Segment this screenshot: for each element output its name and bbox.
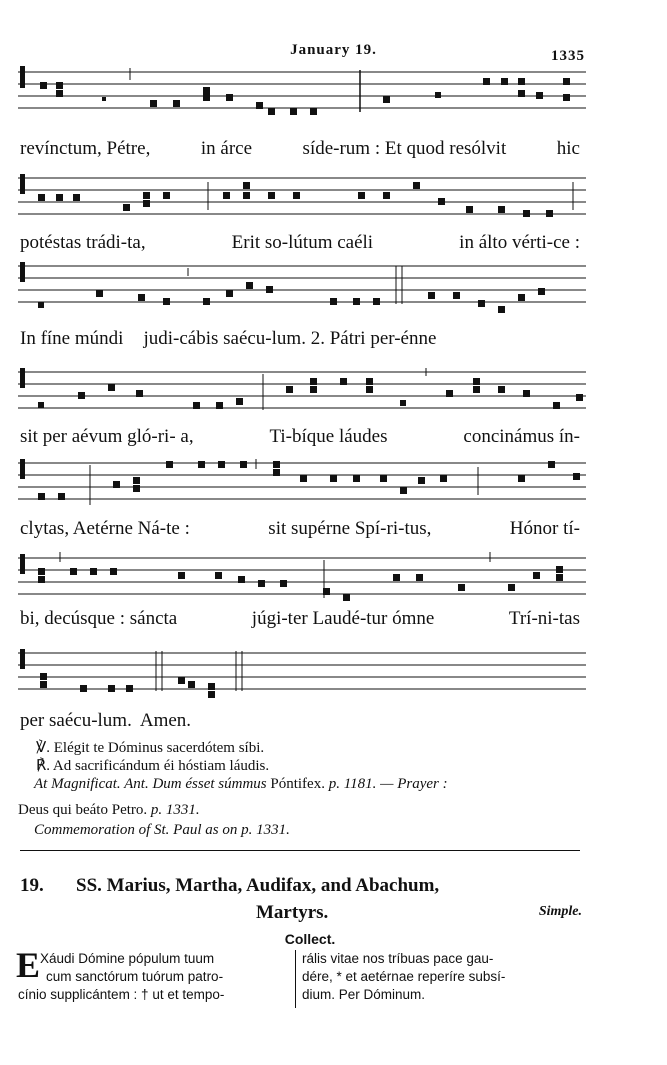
lyric-segment: júgi-ter Laudé-tur ómne — [251, 608, 435, 629]
lyric-segment: In fíne múndi — [20, 328, 124, 349]
response: ℟. Ad sacrificándum éi hóstiam láudis. — [36, 758, 270, 774]
feast-title-line-2: Martyrs. — [256, 902, 329, 923]
lyric-segment: sit per aévum gló-ri- a, — [20, 426, 194, 447]
lyric-segment: in árce — [200, 138, 253, 159]
lyric-segment: Hónor tí- — [509, 518, 580, 539]
lyric-segment: per saécu-lum. — [20, 710, 132, 731]
prayer-page: p. 1331. — [150, 802, 200, 818]
lyric-line-7 — [20, 710, 580, 732]
lyric-segment: potéstas trádi-ta, — [20, 232, 146, 253]
collect-dropcap: E — [16, 945, 41, 985]
chant-staff-5 — [18, 455, 588, 515]
chant-staff-4 — [18, 362, 588, 422]
magnificat-text: Póntifex. — [270, 776, 325, 792]
lyric-segment: sit supérne Spí-ri-tus, — [268, 518, 432, 539]
lyric-line-5 — [20, 518, 580, 540]
lyric-segment: Erit so-lútum caéli — [231, 232, 374, 253]
lyric-segment: revínctum, Pétre, — [20, 138, 151, 159]
magnificat-page: p. 1181. — [328, 776, 377, 792]
collect-right-line: rális vitae nos tríbuas pace gau- — [302, 951, 494, 966]
chant-staff-1 — [18, 60, 588, 120]
lyric-segment: Trí-ni-tas — [508, 608, 580, 629]
lyric-line-3 — [20, 328, 580, 350]
collect-left-line: cum sanctórum tuórum patro- — [46, 969, 224, 984]
lyric-segment: Amen. — [139, 710, 192, 731]
page-number: 1335 — [551, 48, 585, 64]
feast-number: 19. — [20, 875, 44, 896]
header-date: January 19. — [290, 42, 377, 58]
commemoration: Commemoration of St. Paul as on p. 1331. — [34, 822, 290, 838]
lyric-line-2 — [20, 232, 580, 254]
collect-right-line: dium. Per Dóminum. — [302, 987, 426, 1002]
collect-heading: Collect. — [284, 931, 336, 947]
lyric-segment: concinámus ín- — [463, 426, 580, 447]
collect-right-line: dére, * et aetérnae reperíre subsí- — [302, 969, 506, 984]
lyric-segment: hic — [556, 138, 580, 159]
feast-title-line-1: SS. Marius, Martha, Audifax, and Abachum, — [76, 875, 440, 896]
lyric-line-4 — [20, 426, 580, 448]
lyric-segment: in álto vérti-ce : — [459, 232, 580, 253]
chant-staff-3 — [18, 256, 588, 316]
section-divider — [20, 850, 580, 851]
collect-left-column — [18, 950, 225, 1004]
lyric-segment: clytas, Aetérne Ná-te : — [20, 518, 190, 539]
lyric-segment: Ti-bíque láudes — [269, 426, 388, 447]
column-divider — [295, 950, 296, 1008]
collect-left-line: cínio supplicántem : † ut et tempo- — [18, 987, 225, 1002]
prayer-text: Deus qui beáto Petro. — [18, 802, 148, 818]
prayer-line — [18, 802, 200, 819]
magnificat-line — [34, 776, 448, 793]
chant-staff-6 — [18, 550, 588, 610]
lyric-segment: síde-rum : Et quod resólvit — [302, 138, 507, 159]
chant-staff-2 — [18, 170, 588, 230]
lyric-line-6 — [20, 608, 580, 630]
versicle: ℣. Elégit te Dóminus sacerdótem síbi. — [36, 740, 265, 756]
chant-staff-7 — [18, 645, 588, 705]
lyric-segment: judi-cábis saécu-lum. 2. Pátri per-énne — [143, 328, 437, 349]
magnificat-prefix: At Magnificat. Ant. Dum ésset súmmus — [34, 776, 267, 792]
collect-left-line: Xáudi Dómine pópulum tuum — [40, 951, 215, 966]
prayer-label: — Prayer : — [380, 776, 448, 792]
lyric-line-1 — [20, 138, 580, 160]
collect-right-column — [302, 950, 505, 1004]
lyric-segment: bi, decúsque : sáncta — [20, 608, 178, 629]
feast-rank: Simple. — [538, 904, 582, 919]
